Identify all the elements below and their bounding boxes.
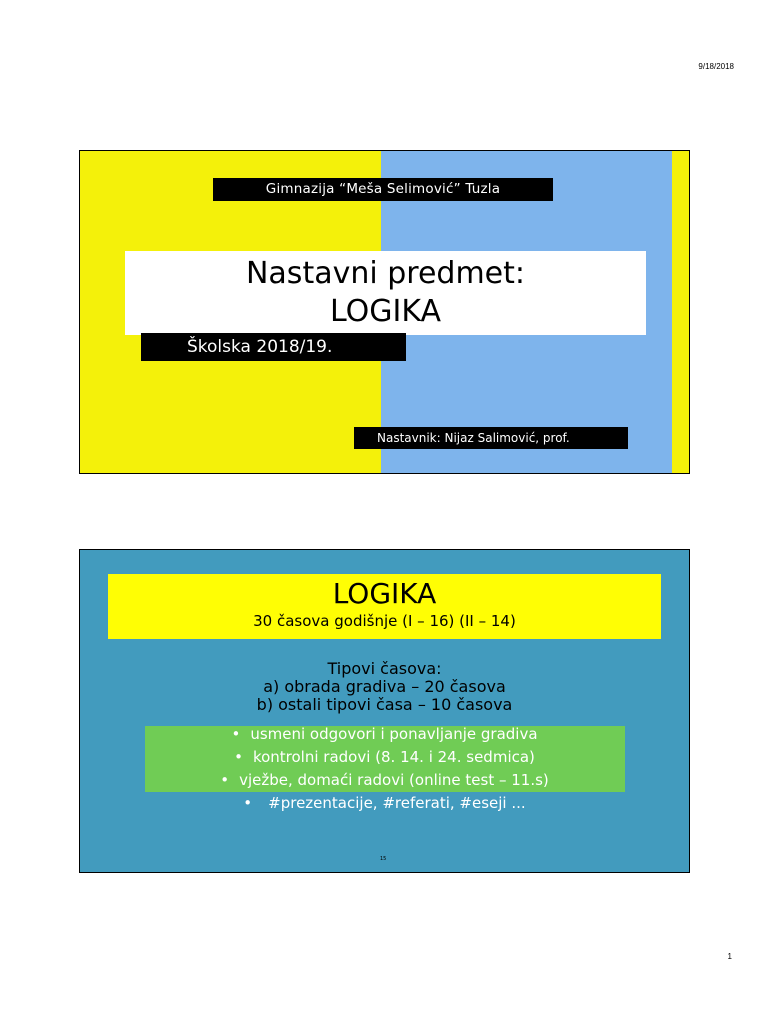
list-item: • vježbe, domaći radovi (online test – 11.s): [80, 769, 689, 792]
lesson-types-title: Tipovi časova:: [327, 659, 442, 678]
list-item: • kontrolni radovi (8. 14. i 24. sedmica): [80, 746, 689, 769]
title-box: [125, 251, 646, 335]
list-item: • #prezentacije, #referati, #eseji ...: [80, 792, 689, 815]
slide-footnote: 15: [380, 856, 387, 862]
school-year-banner: Školska 2018/19.: [141, 333, 406, 361]
lesson-types: [80, 660, 689, 714]
lesson-type-a: a) obrada gradiva – 20 časova: [263, 677, 506, 696]
page-number: 1: [727, 952, 732, 961]
slide-course-info: [79, 549, 690, 873]
other-lesson-types-list: [80, 723, 689, 815]
course-hours: 30 časova godišnje (I – 16) (II – 14): [253, 612, 516, 630]
course-heading: LOGIKA: [332, 577, 437, 610]
slide-title: [79, 150, 690, 474]
teacher-banner: Nastavnik: Nijaz Salimović, prof.: [354, 427, 628, 449]
subject-name: LOGIKA: [329, 294, 442, 329]
school-name-banner: Gimnazija “Meša Selimović” Tuzla: [213, 178, 553, 201]
list-item: • usmeni odgovori i ponavljanje gradiva: [80, 723, 689, 746]
course-header-box: [108, 574, 661, 639]
lesson-type-b: b) ostali tipovi časa – 10 časova: [256, 695, 513, 714]
page-date: 9/18/2018: [698, 62, 734, 71]
slide-title-text: Nastavni predmet:: [245, 256, 525, 291]
